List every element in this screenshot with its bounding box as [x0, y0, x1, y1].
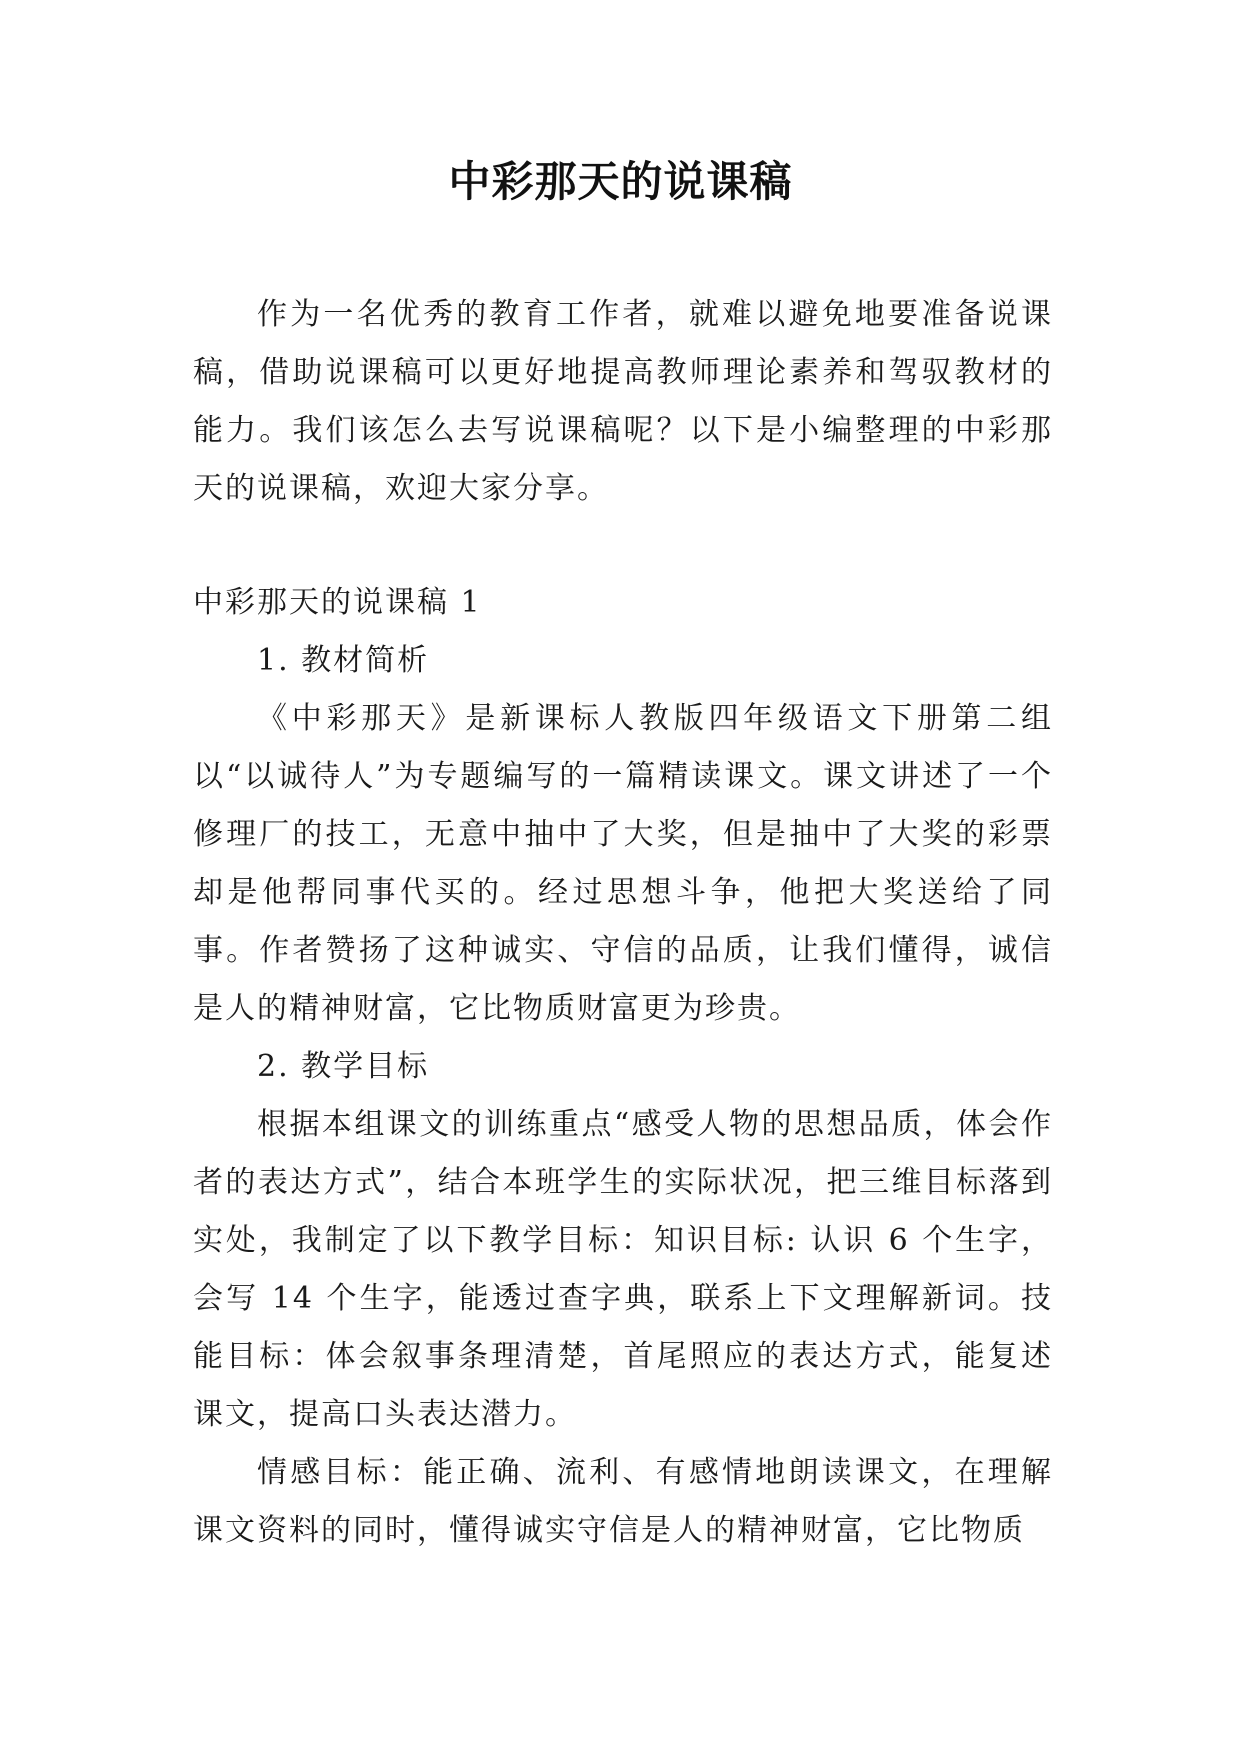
section-heading: 中彩那天的说课稿 1: [193, 585, 482, 620]
subheading-objectives: 2. 教学目标: [257, 1049, 430, 1084]
objectives-paragraph: 根据本组课文的训练重点“感受人物的思想品质，体会作者的表达方式”，结合本班学生的实际状况，把三维目标落到实处，我制定了以下教学目标：知识目标: 认识 6 个生字，会写 14 个生字，能透过查字典，联系上下文理解新词。技能目标：体会叙事条理清楚，首尾照应的表达方式，能复述课文，提高口头表达潜力。: [193, 1107, 1053, 1432]
emotion-objective-paragraph: 情感目标：能正确、流利、有感情地朗读课文，在理解课文资料的同时，懂得诚实守信是人的精神财富，它比物质: [193, 1455, 1053, 1548]
paragraph-spacer: [193, 518, 1053, 574]
subheading-materials: 1. 教材简析: [257, 643, 430, 678]
document-title: 中彩那天的说课稿: [448, 157, 793, 206]
document-body: [193, 286, 1053, 1560]
materials-paragraph: 《中彩那天》是新课标人教版四年级语文下册第二组以“以诚待人”为专题编写的一篇精读课文。课文讲述了一个修理厂的技工，无意中抽中了大奖，但是抽中了大奖的彩票却是他帮同事代买的。经过思想斗争，他把大奖送给了同事。作者赞扬了这种诚实、守信的品质，让我们懂得，诚信是人的精神财富，它比物质财富更为珍贵。: [193, 701, 1053, 1026]
intro-paragraph: 作为一名优秀的教育工作者，就难以避免地要准备说课稿，借助说课稿可以更好地提高教师理论素养和驾驭教材的能力。我们该怎么去写说课稿呢？以下是小编整理的中彩那天的说课稿，欢迎大家分享。: [193, 297, 1053, 506]
